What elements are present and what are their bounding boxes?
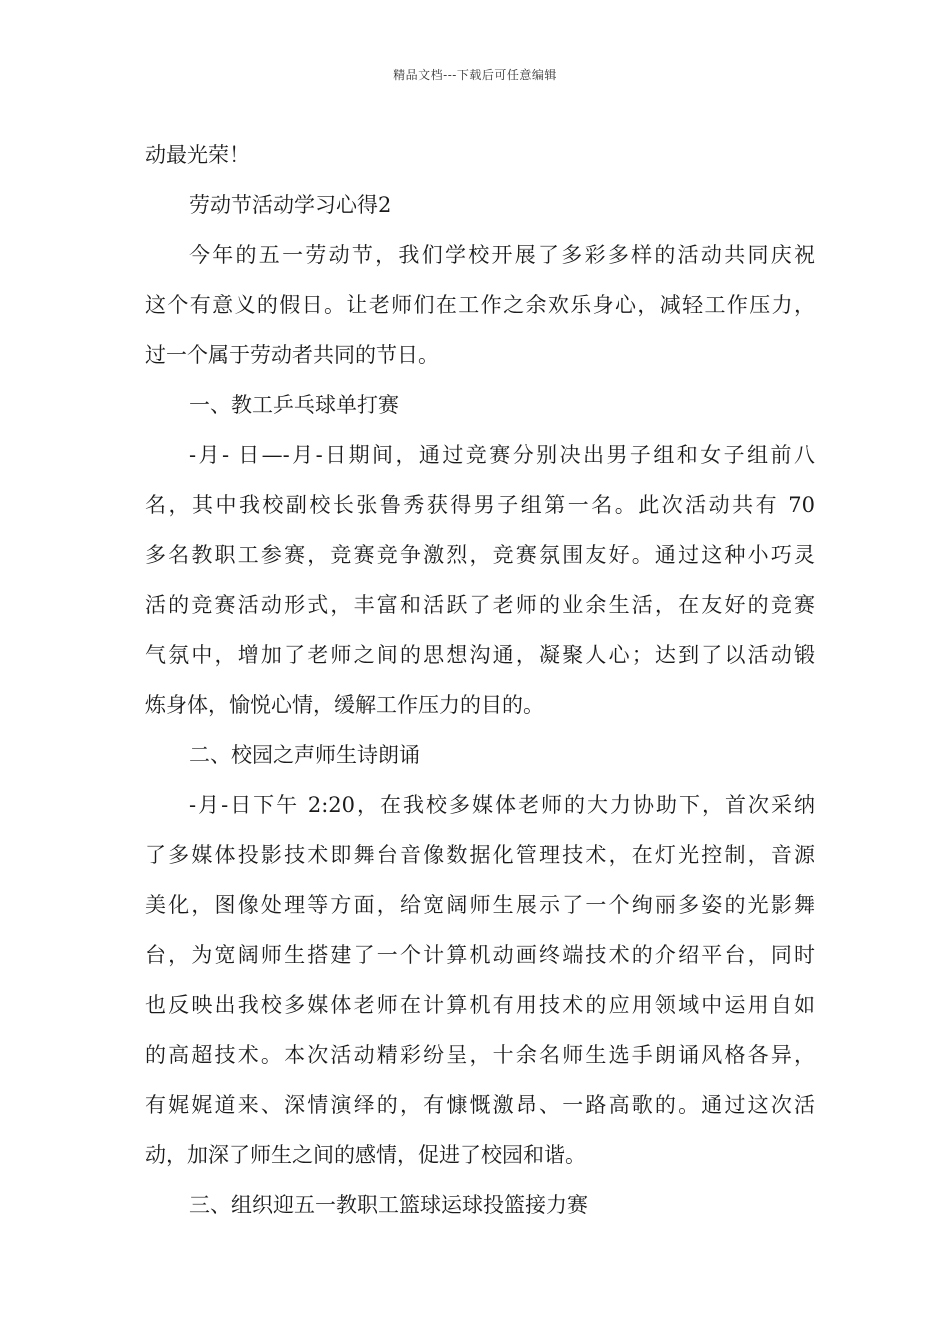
- text-line: 动，加深了师生之间的感情，促进了校园和谐。: [145, 1143, 586, 1167]
- section-heading: 一、教工乒乓球单打赛: [189, 393, 399, 417]
- text-line: 也反映出我校多媒体老师在计算机有用技术的应用领域中运用自如: [145, 993, 815, 1017]
- text-line: 活的竞赛活动形式，丰富和活跃了老师的业余生活，在友好的竞赛: [145, 593, 815, 617]
- text-line: -月-日下午 2:20，在我校多媒体老师的大力协助下，首次采纳: [189, 793, 815, 817]
- section-heading: 二、校园之声师生诗朗诵: [189, 743, 420, 767]
- page-header: 精品文档---下载后可任意编辑: [393, 68, 557, 82]
- text-line: 多名教职工参赛，竞赛竞争激烈，竞赛氛围友好。通过这种小巧灵: [145, 543, 815, 567]
- text-line: 炼身体，愉悦心情，缓解工作压力的目的。: [145, 693, 544, 717]
- document-body: [145, 130, 815, 1230]
- text-line: 过一个属于劳动者共同的节日。: [145, 343, 439, 367]
- text-line: 这个有意义的假日。让老师们在工作之余欢乐身心，减轻工作压力，: [145, 293, 815, 317]
- text-line: 台，为宽阔师生搭建了一个计算机动画终端技术的介绍平台，同时: [145, 943, 815, 967]
- text-line: 名，其中我校副校长张鲁秀获得男子组第一名。此次活动共有 70: [145, 493, 815, 517]
- text-line: 今年的五一劳动节，我们学校开展了多彩多样的活动共同庆祝: [189, 243, 815, 267]
- text-line: 的高超技术。本次活动精彩纷呈，十余名师生选手朗诵风格各异，: [145, 1043, 815, 1067]
- section-heading: 三、组织迎五一教职工篮球运球投篮接力赛: [189, 1193, 588, 1217]
- text-line: 了多媒体投影技术即舞台音像数据化管理技术，在灯光控制，音源: [145, 843, 815, 867]
- text-line: 气氛中，增加了老师之间的思想沟通，凝聚人心；达到了以活动锻: [145, 643, 815, 667]
- text-line: 美化，图像处理等方面，给宽阔师生展示了一个绚丽多姿的光影舞: [145, 893, 815, 917]
- text-line: 动最光荣！: [145, 143, 250, 167]
- section-title: 劳动节活动学习心得2: [189, 193, 392, 217]
- text-line: -月- 日—-月-日期间，通过竞赛分别决出男子组和女子组前八: [189, 443, 815, 467]
- text-line: 有娓娓道来、深情演绎的，有慷慨激昂、一路高歌的。通过这次活: [145, 1093, 815, 1117]
